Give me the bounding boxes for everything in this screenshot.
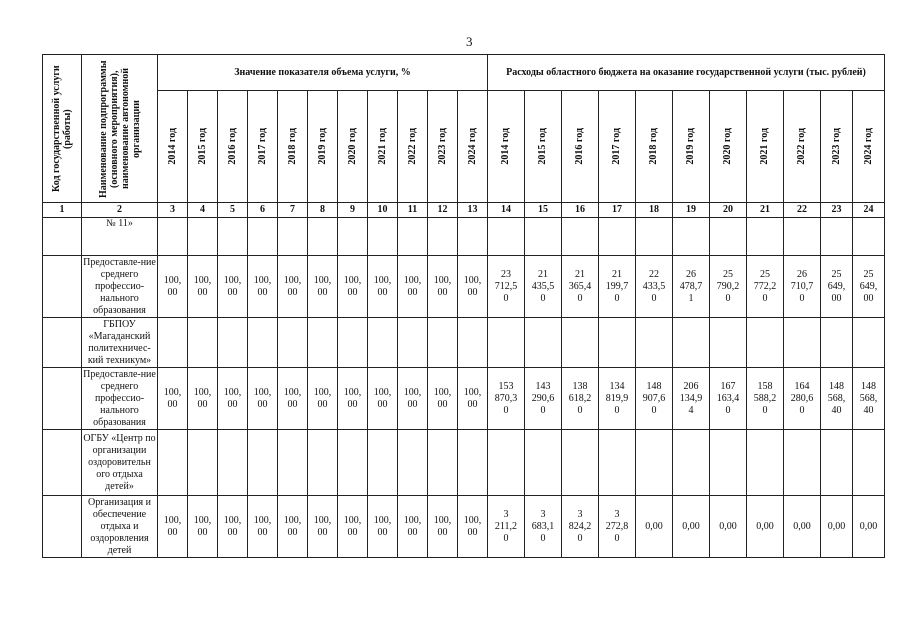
budget-value: [488, 318, 525, 368]
column-number: 13: [458, 203, 488, 218]
indicator-value: 100, 00: [368, 256, 398, 318]
indicator-value: 100, 00: [338, 496, 368, 558]
budget-year-header: 2021 год: [747, 91, 784, 203]
indicator-value: [338, 218, 368, 256]
indicator-value: [308, 318, 338, 368]
name-cell: Организация и обеспечение отдыха и оздоровления детей: [82, 496, 158, 558]
indicator-year-header: 2014 год: [158, 91, 188, 203]
indicator-year-header: 2017 год: [248, 91, 278, 203]
column-number: 23: [821, 203, 853, 218]
budget-value: [562, 430, 599, 496]
budget-value: 138 618,2 0: [562, 368, 599, 430]
column-number: 20: [710, 203, 747, 218]
code-cell: [43, 218, 82, 256]
budget-value: 25 649, 00: [821, 256, 853, 318]
indicator-value: [158, 430, 188, 496]
indicator-value: [368, 430, 398, 496]
indicator-value: 100, 00: [218, 496, 248, 558]
name-cell: № 11»: [82, 218, 158, 256]
indicator-value: [458, 430, 488, 496]
budget-value: 134 819,9 0: [599, 368, 636, 430]
budget-value: 25 790,2 0: [710, 256, 747, 318]
column-number: 24: [853, 203, 885, 218]
budget-value: [636, 318, 673, 368]
indicator-value: 100, 00: [308, 368, 338, 430]
indicator-value: [188, 318, 218, 368]
budget-value: [710, 218, 747, 256]
indicator-value: [398, 318, 428, 368]
column-number: 14: [488, 203, 525, 218]
indicator-value: [338, 430, 368, 496]
budget-value: 26 478,7 1: [673, 256, 710, 318]
budget-value: 0,00: [821, 496, 853, 558]
budget-value: 21 199,7 0: [599, 256, 636, 318]
column-number: 3: [158, 203, 188, 218]
table-row: [43, 318, 885, 368]
indicator-value: 100, 00: [458, 368, 488, 430]
budget-value: 0,00: [747, 496, 784, 558]
budget-value: 3 683,1 0: [525, 496, 562, 558]
column-number: 12: [428, 203, 458, 218]
budget-year-header: 2019 год: [673, 91, 710, 203]
indicator-value: 100, 00: [158, 368, 188, 430]
budget-value: [784, 430, 821, 496]
name-cell: Предоставле-ние среднего профессио-нального образования: [83, 368, 156, 428]
indicator-year-header: 2019 год: [308, 91, 338, 203]
indicator-value: [308, 218, 338, 256]
budget-value: 22 433,5 0: [636, 256, 673, 318]
indicator-year-header: 2023 год: [428, 91, 458, 203]
budget-value: [673, 318, 710, 368]
budget-value: 0,00: [784, 496, 821, 558]
budget-value: 3 211,2 0: [488, 496, 525, 558]
name-cell: ГБПОУ «Магаданский политехничес-кий техникум»: [82, 318, 158, 368]
column-number: 21: [747, 203, 784, 218]
table-row: [43, 430, 885, 496]
indicator-year-header: 2022 год: [398, 91, 428, 203]
budget-value: [636, 430, 673, 496]
table-row: [43, 256, 885, 318]
indicator-value: 100, 00: [308, 256, 338, 318]
budget-value: 143 290,6 0: [525, 368, 562, 430]
indicator-value: 100, 00: [248, 496, 278, 558]
budget-value: [821, 318, 853, 368]
indicator-value: [458, 318, 488, 368]
budget-value: [599, 430, 636, 496]
budget-value: 21 365,4 0: [562, 256, 599, 318]
budget-value: 25 772,2 0: [747, 256, 784, 318]
budget-value: [853, 318, 885, 368]
indicator-value: 100, 00: [158, 496, 188, 558]
indicator-year-header: 2021 год: [368, 91, 398, 203]
indicator-value: [158, 318, 188, 368]
budget-year-header: 2024 год: [853, 91, 885, 203]
budget-value: [710, 318, 747, 368]
indicator-value: [458, 218, 488, 256]
name-cell: ОГБУ «Центр по организации оздоровительн ого отдыха детей»: [82, 430, 158, 496]
indicator-value: 100, 00: [248, 256, 278, 318]
indicator-value: [428, 218, 458, 256]
column-number: 1: [43, 203, 82, 218]
indicator-year-header: 2024 год: [458, 91, 488, 203]
code-cell: [43, 368, 82, 430]
indicator-value: 100, 00: [278, 496, 308, 558]
indicator-value: 100, 00: [188, 256, 218, 318]
code-cell: [43, 496, 82, 558]
header-code: Код государственной услуги (работы): [43, 55, 82, 203]
indicator-value: [368, 218, 398, 256]
indicator-value: 100, 00: [428, 496, 458, 558]
column-number: 22: [784, 203, 821, 218]
budget-value: 148 907,6 0: [636, 368, 673, 430]
code-cell: [43, 430, 82, 496]
budget-value: 23 712,5 0: [488, 256, 525, 318]
indicator-value: 100, 00: [218, 368, 248, 430]
indicator-value: 100, 00: [248, 368, 278, 430]
column-number: 10: [368, 203, 398, 218]
indicator-value: [248, 218, 278, 256]
budget-value: 148 568, 40: [821, 368, 853, 430]
indicator-value: [188, 218, 218, 256]
column-number: 2: [82, 203, 158, 218]
indicator-value: 100, 00: [338, 256, 368, 318]
budget-value: 0,00: [710, 496, 747, 558]
table-row: [43, 496, 885, 558]
column-number: 11: [398, 203, 428, 218]
indicator-value: 100, 00: [188, 496, 218, 558]
indicator-value: 100, 00: [308, 496, 338, 558]
indicator-value: 100, 00: [278, 368, 308, 430]
budget-value: 0,00: [636, 496, 673, 558]
budget-value: 164 280,6 0: [784, 368, 821, 430]
indicator-year-header: 2018 год: [278, 91, 308, 203]
budget-value: [747, 318, 784, 368]
indicator-value: 100, 00: [398, 496, 428, 558]
indicator-value: 100, 00: [158, 256, 188, 318]
indicator-value: [398, 218, 428, 256]
header-name: Наименование подпрограммы (основного мероприятия), наименование автономной организации: [82, 55, 158, 203]
indicator-value: [338, 318, 368, 368]
budget-year-header: 2014 год: [488, 91, 525, 203]
indicator-value: 100, 00: [368, 496, 398, 558]
budget-year-header: 2015 год: [525, 91, 562, 203]
budget-value: [636, 218, 673, 256]
budget-value: 25 649, 00: [853, 256, 885, 318]
budget-value: [710, 430, 747, 496]
indicator-value: [218, 430, 248, 496]
column-number: 15: [525, 203, 562, 218]
indicator-value: 100, 00: [458, 496, 488, 558]
code-cell: [43, 256, 82, 318]
indicator-value: 100, 00: [278, 256, 308, 318]
indicator-value: 100, 00: [458, 256, 488, 318]
name-cell: Предоставле-ние среднего профессио-нального образования: [83, 256, 156, 316]
header-budget: Расходы областного бюджета на оказание государственной услуги (тыс. рублей): [488, 55, 885, 91]
indicator-value: [248, 318, 278, 368]
budget-value: [488, 218, 525, 256]
indicator-value: 100, 00: [398, 368, 428, 430]
indicator-value: [218, 318, 248, 368]
budget-value: [525, 218, 562, 256]
budget-value: [599, 218, 636, 256]
budget-value: 3 272,8 0: [599, 496, 636, 558]
indicator-value: [368, 318, 398, 368]
budget-value: 21 435,5 0: [525, 256, 562, 318]
column-number: 16: [562, 203, 599, 218]
budget-value: [562, 318, 599, 368]
indicator-value: 100, 00: [398, 256, 428, 318]
column-number: 18: [636, 203, 673, 218]
budget-value: [562, 218, 599, 256]
services-table: [42, 54, 885, 558]
column-number: 17: [599, 203, 636, 218]
indicator-value: 100, 00: [428, 256, 458, 318]
budget-value: 153 870,3 0: [488, 368, 525, 430]
indicator-year-header: 2016 год: [218, 91, 248, 203]
header-indicator: Значение показателя объема услуги, %: [158, 55, 488, 91]
column-number: 4: [188, 203, 218, 218]
budget-value: 206 134,9 4: [673, 368, 710, 430]
indicator-year-header: 2015 год: [188, 91, 218, 203]
budget-value: [747, 430, 784, 496]
budget-value: 0,00: [673, 496, 710, 558]
budget-value: [599, 318, 636, 368]
indicator-value: [248, 430, 278, 496]
column-number: 7: [278, 203, 308, 218]
budget-year-header: 2022 год: [784, 91, 821, 203]
indicator-value: [278, 218, 308, 256]
budget-value: 0,00: [853, 496, 885, 558]
budget-value: [853, 218, 885, 256]
budget-value: 167 163,4 0: [710, 368, 747, 430]
budget-value: [784, 318, 821, 368]
indicator-value: [428, 430, 458, 496]
page-number: 3: [466, 34, 473, 49]
budget-year-header: 2023 год: [821, 91, 853, 203]
budget-value: [747, 218, 784, 256]
indicator-value: [398, 430, 428, 496]
budget-value: [784, 218, 821, 256]
indicator-year-header: 2020 год: [338, 91, 368, 203]
column-number: 19: [673, 203, 710, 218]
budget-value: [673, 430, 710, 496]
budget-value: [525, 318, 562, 368]
indicator-value: 100, 00: [218, 256, 248, 318]
budget-value: 26 710,7 0: [784, 256, 821, 318]
budget-year-header: 2020 год: [710, 91, 747, 203]
table-row: [43, 368, 885, 430]
indicator-value: 100, 00: [188, 368, 218, 430]
budget-value: 158 588,2 0: [747, 368, 784, 430]
column-number: 5: [218, 203, 248, 218]
indicator-value: [158, 218, 188, 256]
column-number: 9: [338, 203, 368, 218]
budget-value: [525, 430, 562, 496]
budget-value: [488, 430, 525, 496]
budget-value: 148 568, 40: [853, 368, 885, 430]
indicator-value: [278, 318, 308, 368]
budget-year-header: 2018 год: [636, 91, 673, 203]
budget-value: 3 824,2 0: [562, 496, 599, 558]
budget-value: [821, 218, 853, 256]
budget-year-header: 2016 год: [562, 91, 599, 203]
table-row: [43, 218, 885, 256]
column-number: 8: [308, 203, 338, 218]
indicator-value: 100, 00: [428, 368, 458, 430]
indicator-value: [218, 218, 248, 256]
budget-value: [821, 430, 853, 496]
indicator-value: 100, 00: [338, 368, 368, 430]
indicator-value: [278, 430, 308, 496]
indicator-value: [428, 318, 458, 368]
column-number: 6: [248, 203, 278, 218]
indicator-value: 100, 00: [368, 368, 398, 430]
code-cell: [43, 318, 82, 368]
budget-year-header: 2017 год: [599, 91, 636, 203]
indicator-value: [188, 430, 218, 496]
budget-value: [853, 430, 885, 496]
budget-value: [673, 218, 710, 256]
indicator-value: [308, 430, 338, 496]
